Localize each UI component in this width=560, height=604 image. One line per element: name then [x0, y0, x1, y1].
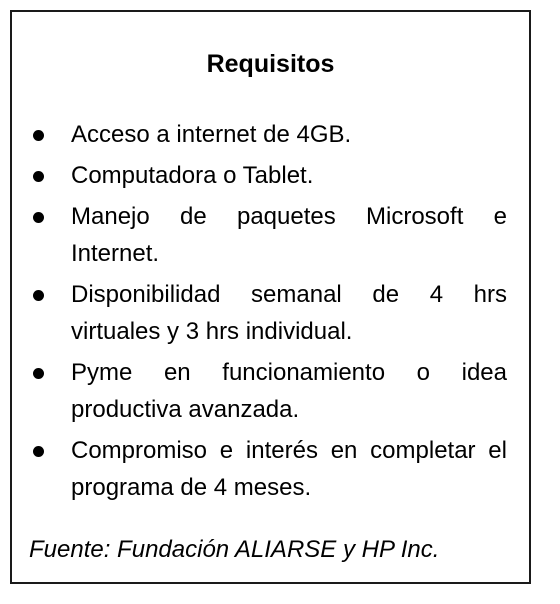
requirement-text: Manejo de paquetes Microsoft e Internet.: [71, 203, 507, 267]
bullet-icon: [33, 446, 44, 457]
bullet-icon: [33, 290, 44, 301]
requirement-text: Computadora o Tablet.: [71, 162, 314, 189]
requirement-item: [29, 198, 507, 272]
requirement-item: [29, 276, 507, 350]
requirement-item: [29, 354, 507, 428]
requirement-item: [29, 432, 507, 506]
source-caption: Fuente: Fundación ALIARSE y HP Inc.: [29, 536, 440, 563]
bullet-icon: [33, 171, 44, 182]
requirement-text: Pyme en funcionamiento o idea productiva avanzada.: [71, 359, 507, 423]
requirements-box: [10, 10, 531, 584]
requirements-list: [29, 116, 507, 510]
bullet-icon: [33, 368, 44, 379]
bullet-icon: [33, 130, 44, 141]
requirement-item: [29, 116, 507, 153]
requirement-text: Acceso a internet de 4GB.: [71, 121, 352, 148]
requirement-text: Compromiso e interés en completar el programa de 4 meses.: [71, 437, 507, 501]
bullet-icon: [33, 212, 44, 223]
box-title: Requisitos: [206, 50, 335, 78]
requirement-text: Disponibilidad semanal de 4 hrs virtuales y 3 hrs individual.: [71, 281, 507, 345]
requirement-item: [29, 157, 507, 194]
